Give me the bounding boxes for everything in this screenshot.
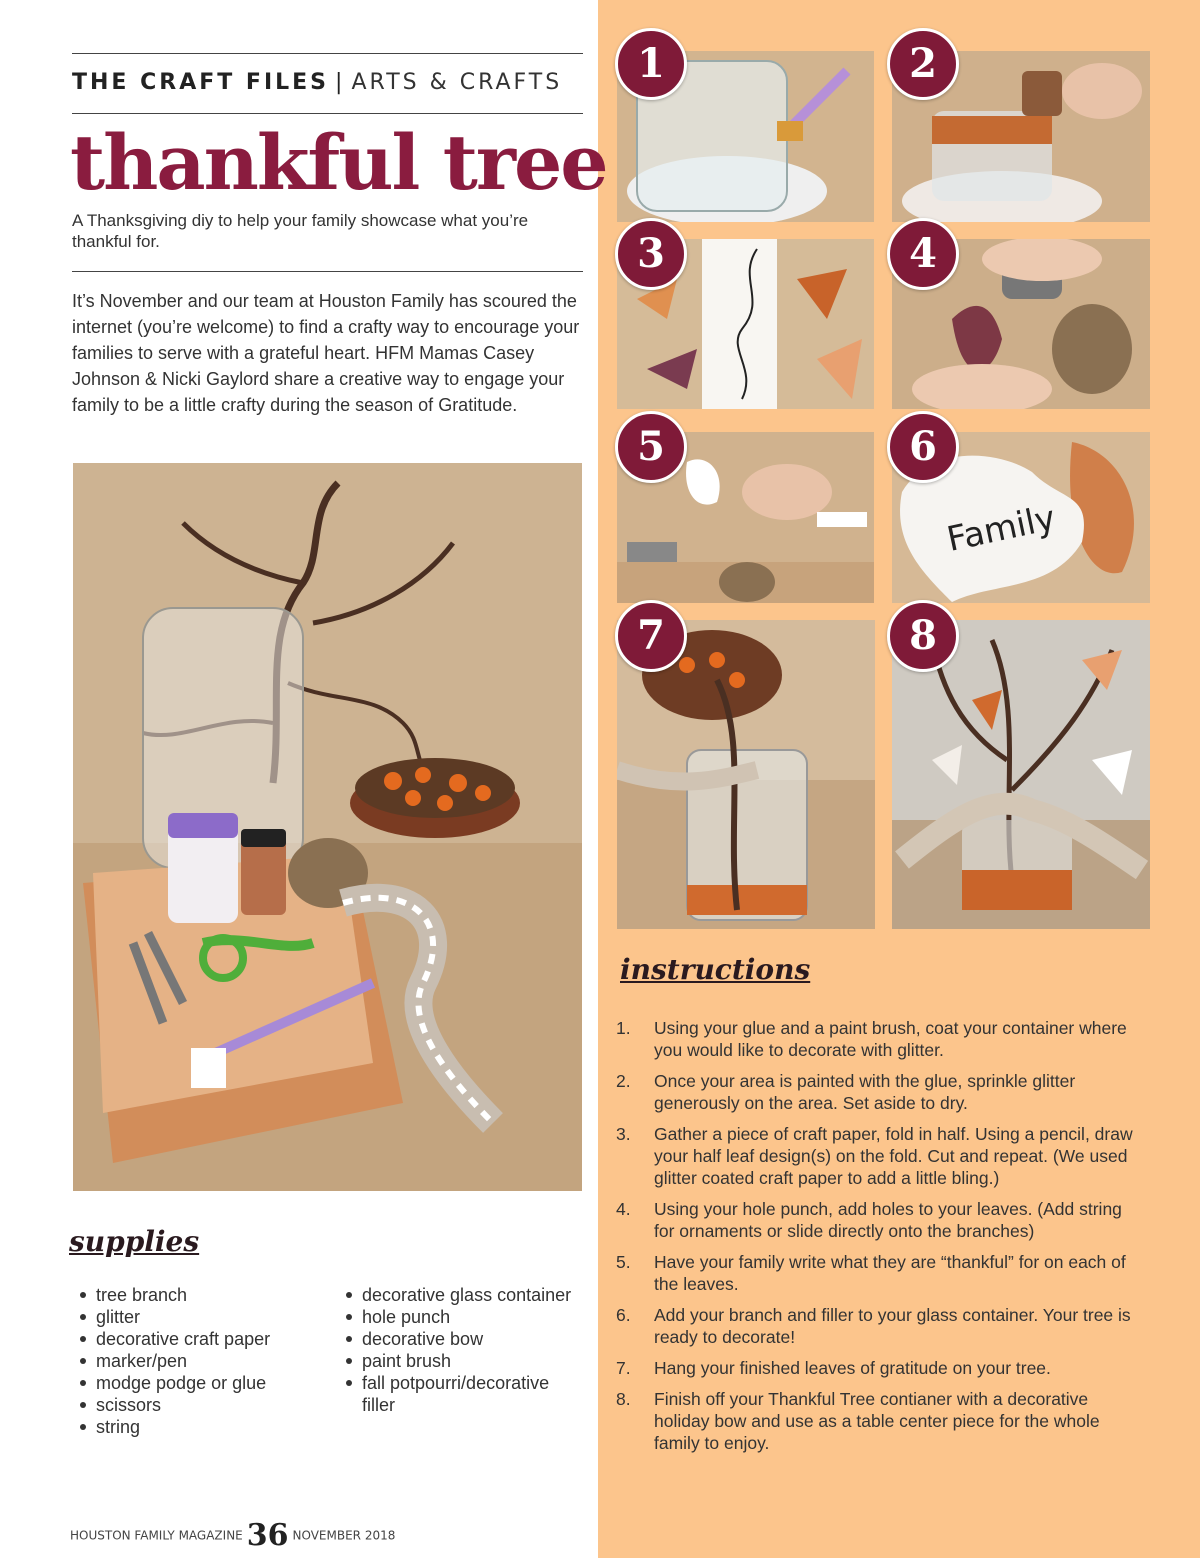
instruction-item bbox=[616, 1017, 1141, 1061]
supplies-list-column-1 bbox=[76, 1284, 326, 1438]
instruction-text: Have your family write what they are “thankful” for on each of the leaves. bbox=[654, 1252, 1126, 1294]
supply-item: paint brush bbox=[342, 1350, 587, 1372]
section-name: THE CRAFT FILES bbox=[72, 70, 330, 95]
supply-item: decorative bow bbox=[342, 1328, 587, 1350]
instruction-number: 6. bbox=[616, 1305, 631, 1325]
instruction-item bbox=[616, 1357, 1141, 1379]
intro-paragraph: It’s November and our team at Houston Family has scoured the internet (you’re welcome) to find a crafty way to encourage your families to serve with a grateful heart. HFM Mamas Casey Johnson & Nicki Gaylord share a creative way to engage your family to be a little crafty during the season of Gratitude. bbox=[72, 291, 580, 415]
instruction-text: Add your branch and filler to your glass container. Your tree is ready to decorate! bbox=[654, 1305, 1131, 1347]
instruction-text: Gather a piece of craft paper, fold in half. Using a pencil, draw your half leaf design(s) on the fold. Cut and repeat. (We used glitter coated craft paper to add a little bling.) bbox=[654, 1124, 1133, 1188]
header-rule bbox=[72, 113, 583, 114]
instruction-text: Finish off your Thankful Tree contianer with a decorative holiday bow and use as a table center piece for the whole family to enjoy. bbox=[654, 1389, 1100, 1453]
instruction-text: Once your area is painted with the glue, sprinkle glitter generously on the area. Set aside to dry. bbox=[654, 1071, 1076, 1113]
supplies-photo bbox=[73, 463, 582, 1191]
top-rule bbox=[72, 53, 583, 54]
step-badge-8: 8 bbox=[887, 600, 959, 672]
instruction-text: Using your hole punch, add holes to your leaves. (Add string for ornaments or slide directly onto the branches) bbox=[654, 1199, 1122, 1241]
instruction-number: 2. bbox=[616, 1071, 631, 1091]
supply-item: string bbox=[76, 1416, 326, 1438]
supply-item: scissors bbox=[76, 1394, 326, 1416]
step-badge-7: 7 bbox=[615, 600, 687, 672]
step-badge-6: 6 bbox=[887, 411, 959, 483]
instructions-heading: instructions bbox=[620, 953, 811, 986]
footer-page-number: 36 bbox=[246, 1518, 289, 1553]
supply-item: fall potpourri/decorative filler bbox=[342, 1372, 587, 1416]
instruction-number: 1. bbox=[616, 1018, 631, 1038]
section-category: ARTS & CRAFTS bbox=[351, 70, 563, 95]
instruction-text: Using your glue and a paint brush, coat your container where you would like to decorate with glitter. bbox=[654, 1018, 1127, 1060]
instruction-item bbox=[616, 1198, 1141, 1242]
step-badge-2: 2 bbox=[887, 28, 959, 100]
step-badge-3: 3 bbox=[615, 218, 687, 290]
supply-item: tree branch bbox=[76, 1284, 326, 1306]
step-badge-1: 1 bbox=[615, 28, 687, 100]
supply-item: decorative glass container bbox=[342, 1284, 587, 1306]
step-badge-4: 4 bbox=[887, 218, 959, 290]
page-title: thankful tree bbox=[70, 118, 607, 207]
instruction-item bbox=[616, 1070, 1141, 1114]
supply-item: modge podge or glue bbox=[76, 1372, 326, 1394]
footer-magazine: HOUSTON FAMILY MAGAZINE bbox=[70, 1528, 243, 1543]
instruction-item bbox=[616, 1123, 1141, 1189]
supplies-heading: supplies bbox=[69, 1225, 200, 1258]
section-separator: | bbox=[335, 70, 346, 95]
supply-item: hole punch bbox=[342, 1306, 587, 1328]
page-footer bbox=[70, 1518, 395, 1558]
step-badge-5: 5 bbox=[615, 411, 687, 483]
footer-issue: NOVEMBER 2018 bbox=[292, 1528, 396, 1543]
supplies-photo-illustration bbox=[73, 463, 582, 1191]
supply-item: marker/pen bbox=[76, 1350, 326, 1372]
instruction-text: Hang your finished leaves of gratitude on your tree. bbox=[654, 1358, 1051, 1378]
instruction-number: 3. bbox=[616, 1124, 631, 1144]
instruction-item bbox=[616, 1388, 1141, 1454]
section-header bbox=[72, 70, 583, 100]
supply-item: glitter bbox=[76, 1306, 326, 1328]
supply-item: decorative craft paper bbox=[76, 1328, 326, 1350]
instruction-number: 8. bbox=[616, 1389, 631, 1409]
instruction-number: 5. bbox=[616, 1252, 631, 1272]
instruction-item bbox=[616, 1251, 1141, 1295]
instruction-number: 4. bbox=[616, 1199, 631, 1219]
instructions-list bbox=[616, 1017, 1141, 1463]
supplies-list-column-2 bbox=[342, 1284, 587, 1416]
instruction-item bbox=[616, 1304, 1141, 1348]
subtitle: A Thanksgiving diy to help your family showcase what you’re thankful for. bbox=[72, 211, 529, 251]
step-6-leaf-label: Family bbox=[943, 498, 1059, 560]
intro-rule bbox=[72, 271, 583, 272]
instruction-number: 7. bbox=[616, 1358, 631, 1378]
